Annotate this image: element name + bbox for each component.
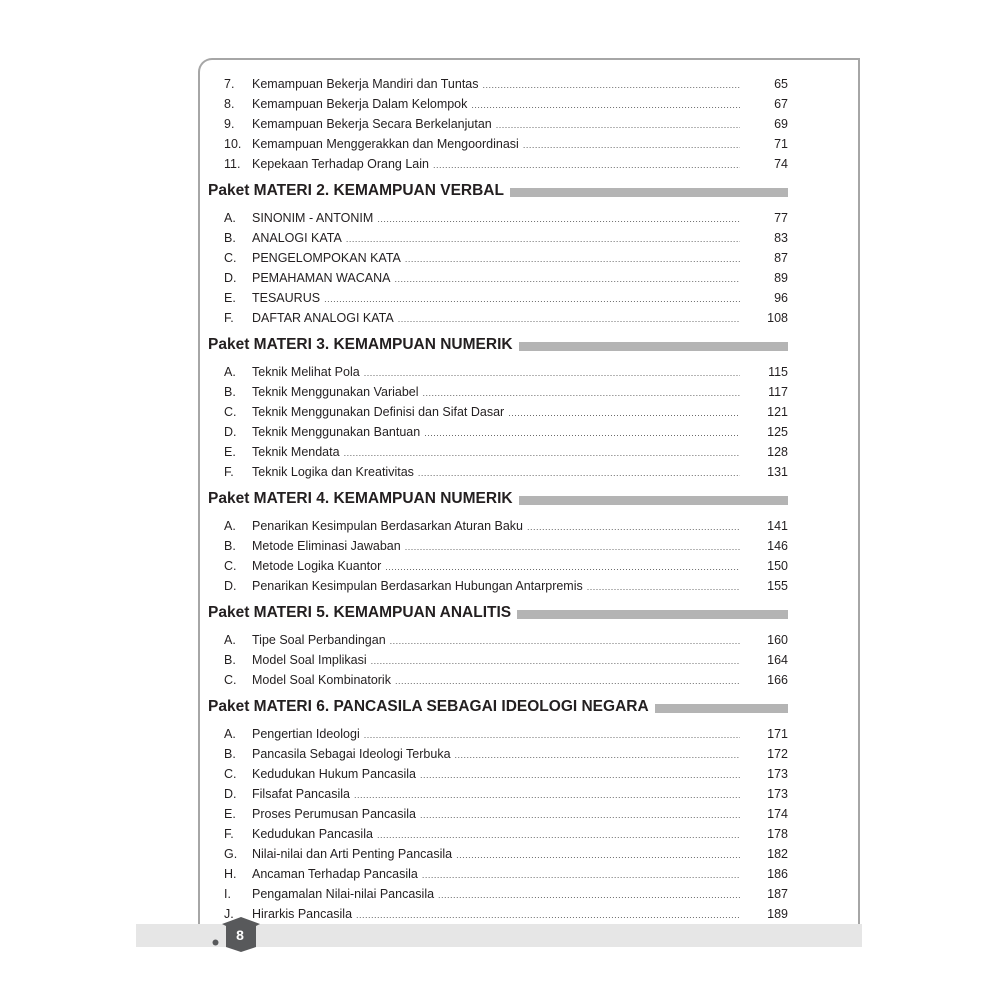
dot-leader <box>364 363 740 383</box>
dot-leader <box>456 845 740 865</box>
toc-entry-page: 187 <box>767 887 788 901</box>
dot-leader <box>385 557 740 577</box>
toc-entry[interactable] <box>208 536 788 556</box>
toc-entry-letter: J. <box>224 907 234 921</box>
toc-entry-letter: C. <box>224 405 237 419</box>
toc-entry-page: 128 <box>767 445 788 459</box>
toc-entry-letter: G. <box>224 847 238 861</box>
toc-section-numerik-2 <box>208 488 788 596</box>
toc-entry-title: Teknik Melihat Pola <box>252 365 360 379</box>
toc-entry-page: 74 <box>774 157 788 171</box>
toc-entry-page: 160 <box>767 633 788 647</box>
toc-entry-page: 172 <box>767 747 788 761</box>
toc-entry-page: 171 <box>767 727 788 741</box>
toc-entry-letter: I. <box>224 887 231 901</box>
toc-entry-title: PEMAHAMAN WACANA <box>252 271 391 285</box>
toc-entry[interactable] <box>208 442 788 462</box>
dot-leader <box>346 229 740 249</box>
section-heading[interactable] <box>208 488 788 510</box>
toc-entry[interactable] <box>208 670 788 690</box>
toc-entry-page: 173 <box>767 767 788 781</box>
heading-bar <box>655 704 788 713</box>
toc-entry-title: Kepekaan Terhadap Orang Lain <box>252 157 429 171</box>
page-number: 8 <box>236 927 244 943</box>
toc-entry-number: 7. <box>224 77 235 91</box>
toc-entry[interactable] <box>208 94 788 114</box>
toc-entry-letter: H. <box>224 867 237 881</box>
section-heading[interactable] <box>208 334 788 356</box>
toc-entry-number: 8. <box>224 97 235 111</box>
toc-entry[interactable] <box>208 288 788 308</box>
toc-entry-letter: F. <box>224 827 234 841</box>
toc-entry-page: 69 <box>774 117 788 131</box>
toc-entry-title: Kemampuan Menggerakkan dan Mengoordinasi <box>252 137 519 151</box>
toc-entry-page: 189 <box>767 907 788 921</box>
toc-entry-title: PENGELOMPOKAN KATA <box>252 251 401 265</box>
toc-entry-number: 9. <box>224 117 235 131</box>
toc-entry[interactable] <box>208 74 788 94</box>
toc-entry-page: 174 <box>767 807 788 821</box>
dot-leader <box>344 443 740 463</box>
toc-entry[interactable] <box>208 362 788 382</box>
heading-bar <box>519 496 788 505</box>
section-heading-text: Paket MATERI 3. KEMAMPUAN NUMERIK <box>208 336 513 353</box>
dot-leader <box>354 785 740 805</box>
toc-entry-letter: A. <box>224 365 236 379</box>
dot-leader <box>377 825 740 845</box>
toc-entry[interactable] <box>208 904 788 924</box>
toc-entry-title: SINONIM - ANTONIM <box>252 211 374 225</box>
toc-section-pancasila <box>208 696 788 924</box>
dot-leader <box>356 905 740 925</box>
toc-entry[interactable] <box>208 556 788 576</box>
toc-entry-letter: D. <box>224 787 237 801</box>
toc-entry-letter: B. <box>224 385 236 399</box>
toc-entry-page: 71 <box>774 137 788 151</box>
section-heading-text: Paket MATERI 2. KEMAMPUAN VERBAL <box>208 182 504 199</box>
toc-entry-title: Tipe Soal Perbandingan <box>252 633 386 647</box>
toc-entry-letter: B. <box>224 747 236 761</box>
toc-entry-page: 146 <box>767 539 788 553</box>
dot-leader <box>420 805 740 825</box>
dot-leader <box>364 725 740 745</box>
dot-leader <box>405 537 740 557</box>
toc-entry-page: 155 <box>767 579 788 593</box>
toc-entry[interactable] <box>208 134 788 154</box>
toc-entry-page: 150 <box>767 559 788 573</box>
toc-entry[interactable] <box>208 308 788 328</box>
toc-entry-number: 10. <box>224 137 242 151</box>
toc-entry-title: Penarikan Kesimpulan Berdasarkan Hubungan Antarpremis <box>252 579 583 593</box>
toc-entry[interactable] <box>208 208 788 228</box>
dot-leader <box>424 423 740 443</box>
toc-entry-page: 96 <box>774 291 788 305</box>
toc-entry-letter: B. <box>224 653 236 667</box>
toc-entry-title: Teknik Menggunakan Bantuan <box>252 425 421 439</box>
toc-entry-title: Kemampuan Bekerja Secara Berkelanjutan <box>252 117 492 131</box>
toc-entry-page: 65 <box>774 77 788 91</box>
toc-entry-title: Metode Eliminasi Jawaban <box>252 539 401 553</box>
toc-entry[interactable] <box>208 268 788 288</box>
toc-entry-page: 131 <box>767 465 788 479</box>
toc-entry[interactable] <box>208 462 788 482</box>
toc-entry-title: Teknik Mendata <box>252 445 340 459</box>
toc-entry[interactable] <box>208 864 788 884</box>
toc-entry-page: 164 <box>767 653 788 667</box>
toc-entry-page: 89 <box>774 271 788 285</box>
toc-entry-title: Model Soal Implikasi <box>252 653 367 667</box>
section-heading[interactable] <box>208 180 788 202</box>
toc-entry-title: Pengamalan Nilai-nilai Pancasila <box>252 887 435 901</box>
toc-entry-page: 125 <box>767 425 788 439</box>
toc-entry[interactable] <box>208 844 788 864</box>
toc-entry-page: 182 <box>767 847 788 861</box>
toc-entry[interactable] <box>208 884 788 904</box>
toc-entry[interactable] <box>208 114 788 134</box>
toc-entry-letter: E. <box>224 291 236 305</box>
table-of-contents <box>208 74 788 924</box>
toc-entry-title: Penarikan Kesimpulan Berdasarkan Aturan Baku <box>252 519 523 533</box>
dot-leader <box>371 651 740 671</box>
toc-entry-letter: B. <box>224 539 236 553</box>
toc-entry-letter: C. <box>224 251 237 265</box>
toc-entry[interactable] <box>208 154 788 174</box>
dot-leader <box>420 765 740 785</box>
toc-entry[interactable] <box>208 402 788 422</box>
tassel-icon <box>212 933 219 940</box>
dot-leader <box>433 155 740 175</box>
toc-entry-letter: F. <box>224 465 234 479</box>
toc-entry[interactable] <box>208 630 788 650</box>
toc-entry-letter: E. <box>224 445 236 459</box>
section-heading-text: Paket MATERI 5. KEMAMPUAN ANALITIS <box>208 604 512 621</box>
section-heading-text: Paket MATERI 4. KEMAMPUAN NUMERIK <box>208 490 513 507</box>
toc-section-analitis <box>208 602 788 690</box>
toc-entry-letter: A. <box>224 211 236 225</box>
toc-entry-page: 121 <box>767 405 788 419</box>
toc-entry-title: Kemampuan Bekerja Mandiri dan Tuntas <box>252 77 479 91</box>
dot-leader <box>390 631 740 651</box>
dot-leader <box>455 745 740 765</box>
dot-leader <box>422 865 740 885</box>
toc-entry-letter: D. <box>224 579 237 593</box>
heading-bar <box>510 188 788 197</box>
toc-entry-title: Kedudukan Pancasila <box>252 827 373 841</box>
toc-entry[interactable] <box>208 516 788 536</box>
toc-entry[interactable] <box>208 228 788 248</box>
dot-leader <box>523 135 740 155</box>
toc-entry-title: Teknik Logika dan Kreativitas <box>252 465 414 479</box>
toc-section-verbal <box>208 180 788 328</box>
dot-leader <box>394 269 740 289</box>
toc-entry-page: 87 <box>774 251 788 265</box>
toc-entry[interactable] <box>208 248 788 268</box>
toc-entry-page: 173 <box>767 787 788 801</box>
heading-bar <box>519 342 788 351</box>
toc-entry-letter: B. <box>224 231 236 245</box>
dot-leader <box>405 249 740 269</box>
heading-bar <box>517 610 788 619</box>
toc-entry-title: TESAURUS <box>252 291 321 305</box>
toc-entry-page: 77 <box>774 211 788 225</box>
toc-entry-page: 83 <box>774 231 788 245</box>
dot-leader <box>587 577 740 597</box>
dot-leader <box>508 403 740 423</box>
toc-entry-letter: A. <box>224 633 236 647</box>
toc-entry-page: 186 <box>767 867 788 881</box>
toc-entry[interactable] <box>208 724 788 744</box>
toc-entry-page: 108 <box>767 311 788 325</box>
toc-entry-page: 67 <box>774 97 788 111</box>
toc-entry-letter: C. <box>224 767 237 781</box>
toc-entry-title: Filsafat Pancasila <box>252 787 350 801</box>
toc-entry[interactable] <box>208 804 788 824</box>
toc-entry-title: Pancasila Sebagai Ideologi Terbuka <box>252 747 451 761</box>
toc-intro-list <box>208 74 788 174</box>
toc-entry-title: Ancaman Terhadap Pancasila <box>252 867 418 881</box>
dot-leader <box>377 209 740 229</box>
toc-entry-letter: A. <box>224 519 236 533</box>
dot-leader <box>398 309 740 329</box>
toc-entry-letter: D. <box>224 425 237 439</box>
dot-leader <box>423 383 740 403</box>
toc-entry-title: Teknik Menggunakan Variabel <box>252 385 419 399</box>
toc-entry-letter: E. <box>224 807 236 821</box>
toc-entry-page: 141 <box>767 519 788 533</box>
toc-entry-title: Teknik Menggunakan Definisi dan Sifat Dasar <box>252 405 505 419</box>
toc-entry[interactable] <box>208 744 788 764</box>
toc-entry[interactable] <box>208 784 788 804</box>
section-heading-text: Paket MATERI 6. PANCASILA SEBAGAI IDEOLOGI NEGARA <box>208 698 649 715</box>
toc-entry-letter: C. <box>224 559 237 573</box>
toc-entry-title: DAFTAR ANALOGI KATA <box>252 311 394 325</box>
toc-entry-letter: A. <box>224 727 236 741</box>
toc-entry-page: 115 <box>768 365 788 379</box>
toc-entry[interactable] <box>208 576 788 596</box>
toc-entry-title: Nilai-nilai dan Arti Penting Pancasila <box>252 847 453 861</box>
toc-entry-number: 11. <box>224 157 241 171</box>
toc-entry-page: 166 <box>767 673 788 687</box>
toc-entry-title: Model Soal Kombinatorik <box>252 673 391 687</box>
dot-leader <box>395 671 740 691</box>
dot-leader <box>527 517 740 537</box>
toc-entry-title: Hirarkis Pancasila <box>252 907 353 921</box>
toc-entry-title: Proses Perumusan Pancasila <box>252 807 416 821</box>
toc-entry-page: 178 <box>767 827 788 841</box>
toc-entry-letter: D. <box>224 271 237 285</box>
dot-leader <box>418 463 740 483</box>
toc-entry-title: Kedudukan Hukum Pancasila <box>252 767 416 781</box>
toc-entry[interactable] <box>208 764 788 784</box>
toc-entry[interactable] <box>208 650 788 670</box>
toc-entry[interactable] <box>208 824 788 844</box>
dot-leader <box>496 115 740 135</box>
toc-entry-page: 117 <box>768 385 788 399</box>
toc-entry-letter: F. <box>224 311 234 325</box>
toc-entry-title: Kemampuan Bekerja Dalam Kelompok <box>252 97 468 111</box>
dot-leader <box>483 75 740 95</box>
toc-entry[interactable] <box>208 382 788 402</box>
toc-section-numerik <box>208 334 788 482</box>
toc-entry-title: Metode Logika Kuantor <box>252 559 382 573</box>
dot-leader <box>324 289 740 309</box>
toc-entry-letter: C. <box>224 673 237 687</box>
dot-leader <box>471 95 740 115</box>
toc-entry-title: Pengertian Ideologi <box>252 727 360 741</box>
section-heading[interactable] <box>208 696 788 718</box>
dot-leader <box>438 885 740 905</box>
toc-entry[interactable] <box>208 422 788 442</box>
toc-entry-title: ANALOGI KATA <box>252 231 342 245</box>
section-heading[interactable] <box>208 602 788 624</box>
